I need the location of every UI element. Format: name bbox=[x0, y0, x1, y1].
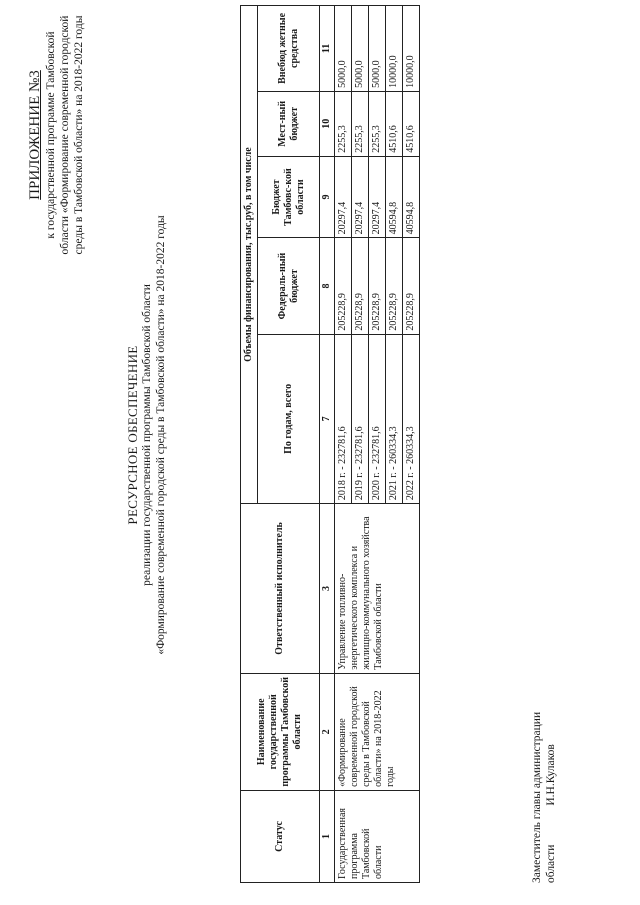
header-executor: Ответственный исполнитель bbox=[241, 504, 320, 674]
header-volumes: Объемы финансирования, тыс.руб, в том числе bbox=[241, 6, 258, 504]
signature-name: И.Н.Кулаков bbox=[545, 744, 557, 806]
column-number: 7 bbox=[320, 334, 335, 504]
regional-cell: 20297,4 bbox=[352, 156, 369, 238]
column-number: 8 bbox=[320, 238, 335, 334]
extra-cell: 10000,0 bbox=[403, 6, 420, 92]
header-extra: Внебюд жетные средства bbox=[258, 6, 320, 92]
title-line: реализации государственной программы Тамбовской области bbox=[141, 284, 153, 586]
header-status: Статус bbox=[241, 790, 320, 882]
table-row bbox=[335, 6, 352, 883]
title-block bbox=[126, 155, 168, 715]
appendix-block bbox=[26, 15, 86, 255]
year-total-cell: 2018 г. - 232781,6 bbox=[335, 334, 352, 504]
regional-cell: 40594,8 bbox=[386, 156, 403, 238]
extra-cell: 5000,0 bbox=[352, 6, 369, 92]
signature-block bbox=[530, 583, 558, 883]
federal-cell: 205228,9 bbox=[369, 238, 386, 334]
appendix-line: к государственной программе Тамбовской bbox=[45, 31, 57, 239]
extra-cell: 5000,0 bbox=[369, 6, 386, 92]
document-title: РЕСУРСНОЕ ОБЕСПЕЧЕНИЕ bbox=[125, 345, 140, 525]
column-number: 3 bbox=[320, 504, 335, 674]
federal-cell: 205228,9 bbox=[352, 238, 369, 334]
extra-cell: 10000,0 bbox=[386, 6, 403, 92]
local-cell: 2255,3 bbox=[335, 91, 352, 156]
year-total-cell: 2021 г. - 260334,3 bbox=[386, 334, 403, 504]
regional-cell: 20297,4 bbox=[335, 156, 352, 238]
signature-region: области bbox=[545, 844, 557, 883]
appendix-heading: ПРИЛОЖЕНИЕ №3 bbox=[27, 70, 43, 200]
status-cell: Государственная программа Тамбовской области bbox=[335, 790, 420, 882]
column-number: 2 bbox=[320, 673, 335, 790]
header-regional: Бюджет Тамбовс-кой области bbox=[258, 156, 320, 238]
federal-cell: 205228,9 bbox=[386, 238, 403, 334]
year-total-cell: 2019 г. - 232781,6 bbox=[352, 334, 369, 504]
extra-cell: 5000,0 bbox=[335, 6, 352, 92]
appendix-line: области «Формирование современной городской bbox=[59, 15, 71, 255]
year-total-cell: 2022 г. - 260334,3 bbox=[403, 334, 420, 504]
year-total-cell: 2020 г. - 232781,6 bbox=[369, 334, 386, 504]
column-number: 10 bbox=[320, 91, 335, 156]
column-number: 11 bbox=[320, 6, 335, 92]
header-federal: Федераль-ный бюджет bbox=[258, 238, 320, 334]
column-number: 9 bbox=[320, 156, 335, 238]
header-local: Мест-ный бюджет bbox=[258, 91, 320, 156]
program-cell: «Формирование современной городской среды в Тамбовской области» на 2018-2022 годы bbox=[335, 673, 420, 790]
regional-cell: 20297,4 bbox=[369, 156, 386, 238]
local-cell: 2255,3 bbox=[352, 91, 369, 156]
federal-cell: 205228,9 bbox=[335, 238, 352, 334]
resource-table bbox=[240, 5, 420, 883]
signature-position: Заместитель главы администрации bbox=[531, 711, 543, 883]
appendix-line: среды в Тамбовской области» на 2018-2022 годы bbox=[73, 15, 85, 255]
executor-cell: Управление топливно-энергетического комплекса и жилищно-коммунального хозяйства Тамбовской области bbox=[335, 504, 420, 674]
regional-cell: 40594,8 bbox=[403, 156, 420, 238]
title-line: «Формирование современной городской среды в Тамбовской области» на 2018-2022 годы bbox=[155, 215, 167, 655]
local-cell: 2255,3 bbox=[369, 91, 386, 156]
header-by-year: По годам, всего bbox=[258, 334, 320, 504]
local-cell: 4510,6 bbox=[403, 91, 420, 156]
federal-cell: 205228,9 bbox=[403, 238, 420, 334]
column-number: 1 bbox=[320, 790, 335, 882]
header-program: Наименование государственной программы Тамбовской области bbox=[241, 673, 320, 790]
local-cell: 4510,6 bbox=[386, 91, 403, 156]
